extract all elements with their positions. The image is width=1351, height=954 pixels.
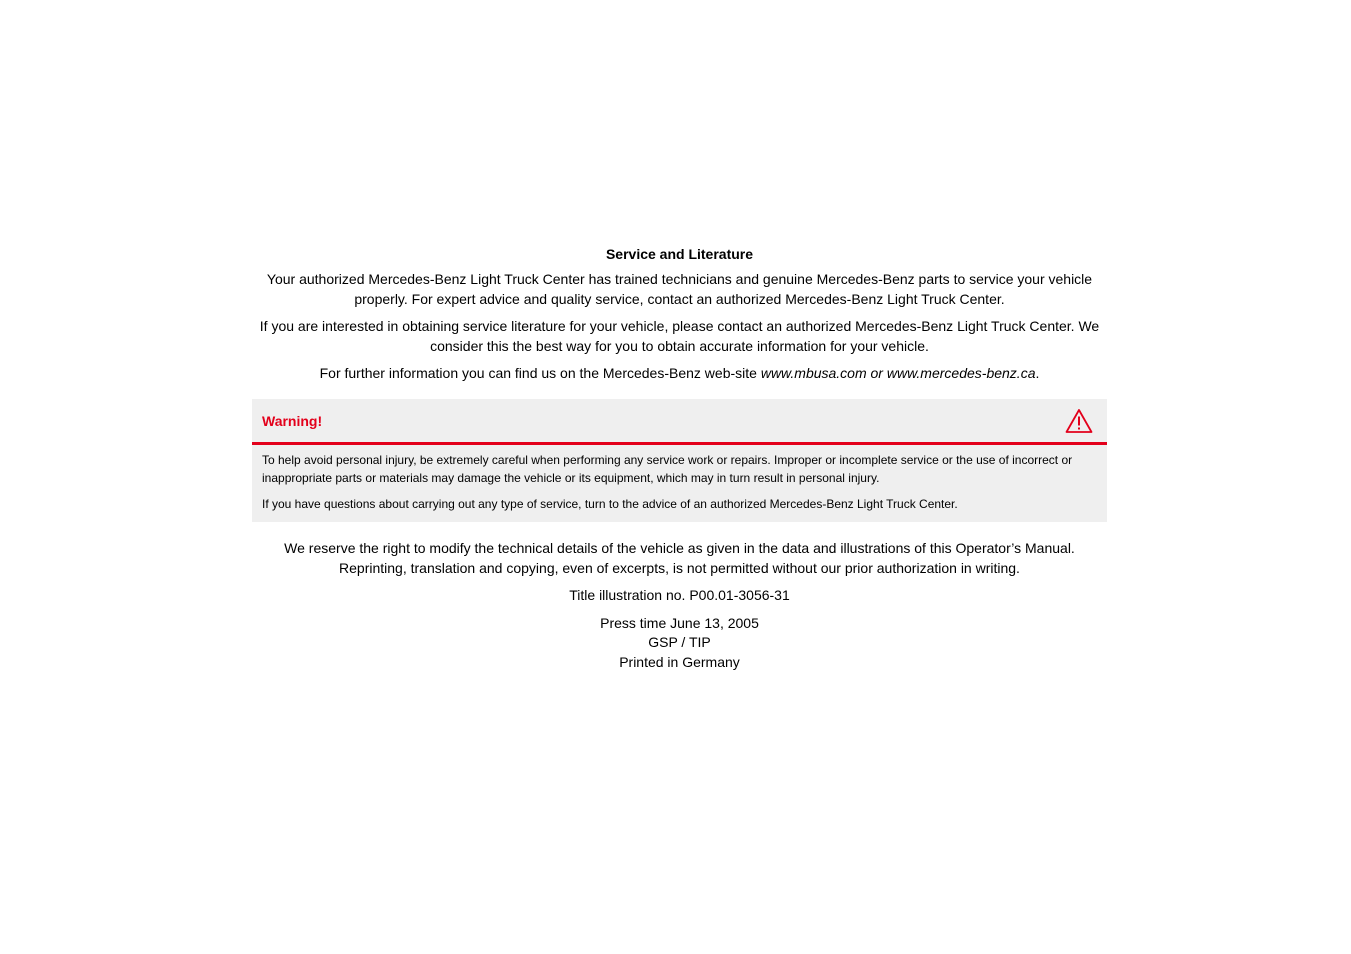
warning-text-injury: To help avoid personal injury, be extremely careful when performing any service work or repairs. Improper or incomplete service or the use of incorrect or inappropriate parts or materials may damage the vehicle or its equipment, which may in turn result in personal injury. [262, 452, 1073, 485]
title-illustration-number: Title illustration no. P00.01-3056-31 [569, 587, 790, 603]
warning-text-questions: If you have questions about carrying out any type of service, turn to the advice of an authorized Mercedes-Benz Light Truck Center. [262, 496, 958, 511]
warning-label: Warning! [262, 412, 323, 429]
section-title: Service and Literature [605, 246, 754, 262]
reserve-paragraph: We reserve the right to modify the technical details of the vehicle as given in the data and illustrations of this Operator’s Manual. Reprinting, translation and copying, even of excerpts, is not permitted without our prior authorization in writing. [284, 540, 1075, 576]
printed-in: Printed in Germany [619, 653, 740, 670]
warning-triangle-icon [1065, 408, 1093, 434]
website-paragraph [252, 364, 1107, 384]
website-urls: www.mbusa.com or www.mercedes-benz.ca [760, 365, 1036, 381]
service-paragraph: Your authorized Mercedes-Benz Light Truck Center has trained technicians and genuine Mercedes-Benz parts to service your vehicle properly. For expert advice and quality service, contact an authorized Mercedes-Benz Light Truck Center. [266, 271, 1093, 307]
press-time: Press time June 13, 2005 [600, 614, 759, 631]
website-period: . [1035, 365, 1040, 381]
website-text: For further information you can find us on the Mercedes-Benz web-site [319, 365, 761, 381]
warning-box [252, 399, 1107, 523]
warning-body [252, 445, 1107, 523]
publication-code: GSP / TIP [648, 634, 711, 650]
legal-section [252, 539, 1107, 672]
warning-header [252, 399, 1107, 445]
document-page [252, 244, 1107, 672]
literature-paragraph: If you are interested in obtaining service literature for your vehicle, please contact an authorized Mercedes-Benz Light Truck Center. We consider this the best way for you to obtain accurate information for your vehicle. [259, 318, 1100, 354]
